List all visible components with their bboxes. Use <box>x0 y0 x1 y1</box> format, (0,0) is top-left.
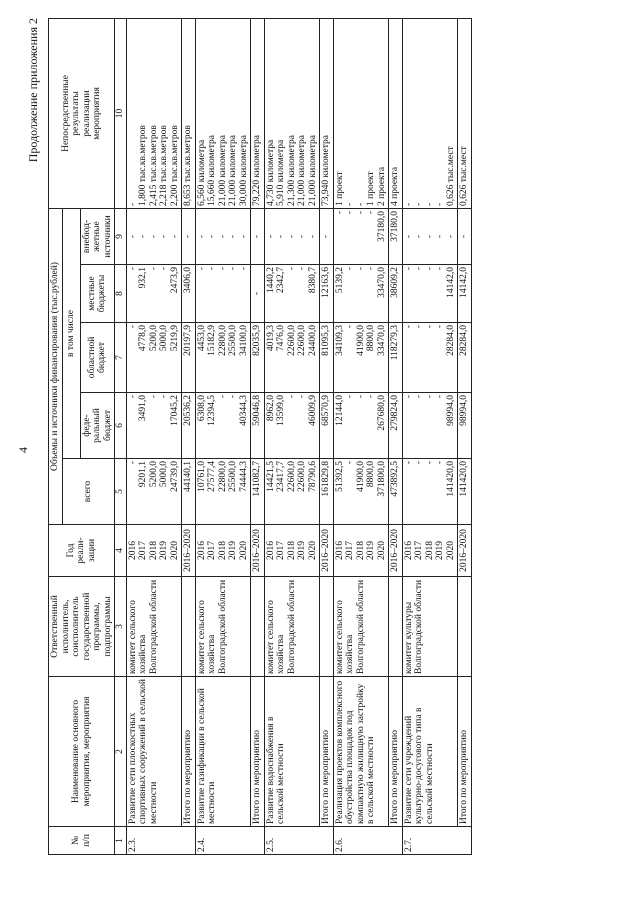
measure-name: Развитие газификации в сельской местности <box>195 677 251 827</box>
table-row <box>195 18 251 854</box>
appendix-label: Продолжение приложения 2 <box>26 18 40 163</box>
total-row <box>458 18 472 854</box>
table-header <box>49 18 127 854</box>
total-local: 3406,0 <box>182 265 196 323</box>
results: 6,560 километра 15,660 километра 21,000 километра 21,000 километра 30,000 километра <box>195 18 251 208</box>
total-sum: 161829,8 <box>320 459 334 525</box>
column-number-row <box>115 18 127 854</box>
years: 2016 2017 2018 2019 2020 <box>264 525 320 577</box>
col-number: 4 <box>115 525 127 577</box>
regional-values: 34109,3 - 41900,0 8800,0 33470,0 <box>333 323 389 393</box>
years: 2016 2017 2018 2019 2020 <box>126 525 182 577</box>
federal-values: 6308,0 12394,5 - - 40344,3 <box>195 393 251 459</box>
table-row <box>264 18 320 854</box>
col-number: 2 <box>115 677 127 827</box>
extrabudget-values: - - - - - <box>126 208 182 264</box>
header-num: № п/п <box>49 827 115 855</box>
total-period: 2016–2020 <box>389 525 403 577</box>
total-regional: 20197,9 <box>182 323 196 393</box>
col-number: 6 <box>115 393 127 459</box>
years: 2016 2017 2018 2019 2020 <box>333 525 389 577</box>
total-label: Итого по мероприятию <box>320 677 334 827</box>
row-number: 2.7. <box>402 827 471 855</box>
col-number: 7 <box>115 323 127 393</box>
total-local: 38609,2 <box>389 265 403 323</box>
total-local: 12163,6 <box>320 265 334 323</box>
results: - 1,800 тыс.кв.метров 2,415 тыс.кв.метров 2,218 тыс.кв.метров 2,200 тыс.кв.метров <box>126 18 182 208</box>
total-period: 2016–2020 <box>320 525 334 577</box>
col-number: 9 <box>115 208 127 264</box>
page-number: 4 <box>16 447 30 453</box>
header-year: Год реали- зации <box>49 525 115 577</box>
total-sum: 473892,5 <box>389 459 403 525</box>
total-regional: 81095,3 <box>320 323 334 393</box>
total-result: 8,653 тыс.кв.метров <box>182 18 196 208</box>
total-period: 2016–2020 <box>182 525 196 577</box>
total-federal: 59046,8 <box>251 393 265 459</box>
row-number: 2.5. <box>264 827 333 855</box>
total-label: Итого по мероприятию <box>251 677 265 827</box>
total-values: - - - - 141420,0 <box>402 459 458 525</box>
total-result: 73,940 километра <box>320 18 334 208</box>
results: - - - - 0,626 тыс.мест <box>402 18 458 208</box>
executor: комитет сельского хозяйства Волгоградской области <box>126 577 182 677</box>
measure-name: Реализация проектов комплексного обустройства площадок под компактную жилищную застройку в сельской местности <box>333 677 389 827</box>
total-period: 2016–2020 <box>458 525 472 577</box>
measure-name: Развитие сети плоскостных спортивных сооружений в сельской местности <box>126 677 182 827</box>
header-name: Наименование основного мероприятия, мероприятия <box>49 677 115 827</box>
total-extrabudget: - <box>320 208 334 264</box>
executor: комитет сельского хозяйства Волгоградской области <box>195 577 251 677</box>
total-federal: 20536,2 <box>182 393 196 459</box>
total-values: 14421,5 23417,7 22600,0 22600,0 78790,6 <box>264 459 320 525</box>
federal-values: - 3491,0 - - 17045,2 <box>126 393 182 459</box>
total-result: 79,220 километра <box>251 18 265 208</box>
col-number: 1 <box>115 827 127 855</box>
col-number: 8 <box>115 265 127 323</box>
federal-values: - - - - 98994,0 <box>402 393 458 459</box>
total-result: 0,626 тыс.мест <box>458 18 472 208</box>
measure-name: Развитие водоснабжения в сельской местности <box>264 677 320 827</box>
total-result: 4 проекта <box>389 18 403 208</box>
total-executor <box>458 577 472 677</box>
results: 1 проект - - 1 проект 2 проекта <box>333 18 389 208</box>
extrabudget-values: - - - - - <box>195 208 251 264</box>
total-executor <box>182 577 196 677</box>
total-extrabudget: - <box>458 208 472 264</box>
total-row <box>320 18 334 854</box>
col-number: 3 <box>115 577 127 677</box>
table-row <box>126 18 182 854</box>
regional-values: 4019,3 7476,0 22600,0 22600,0 24400,0 <box>264 323 320 393</box>
extrabudget-values: - - - - - <box>264 208 320 264</box>
years: 2016 2017 2018 2019 2020 <box>402 525 458 577</box>
total-federal: 68570,9 <box>320 393 334 459</box>
local-values: 5139,2 - - - 33470,0 <box>333 265 389 323</box>
years: 2016 2017 2018 2019 2020 <box>195 525 251 577</box>
table-body <box>126 18 471 854</box>
extrabudget-values: - - - - 37180,0 <box>333 208 389 264</box>
row-number: 2.3. <box>126 827 195 855</box>
total-row <box>251 18 265 854</box>
local-values: - - - - 14142,0 <box>402 265 458 323</box>
local-values: - - - - - <box>195 265 251 323</box>
table-row <box>402 18 458 854</box>
total-federal: 98994,0 <box>458 393 472 459</box>
regional-values: 4453,0 15182,9 22800,0 25500,0 34100,0 <box>195 323 251 393</box>
total-local: - <box>251 265 265 323</box>
header-executor: Ответственный исполнитель, соисполнитель государственной программы, подпрограммы <box>49 577 115 677</box>
total-row <box>182 18 196 854</box>
total-row <box>389 18 403 854</box>
header-in-that: в том числе <box>62 208 80 458</box>
total-extrabudget: - <box>182 208 196 264</box>
total-executor <box>251 577 265 677</box>
local-values: - 932,1 - - 2473,9 <box>126 265 182 323</box>
total-executor <box>389 577 403 677</box>
total-extrabudget: - <box>251 208 265 264</box>
header-regional: областной бюджет <box>80 323 115 393</box>
total-label: Итого по мероприятию <box>389 677 403 827</box>
total-label: Итого по мероприятию <box>458 677 472 827</box>
row-number: 2.6. <box>333 827 402 855</box>
total-regional: 82035,9 <box>251 323 265 393</box>
federal-values: 8962,0 13599,0 - - 46009,9 <box>264 393 320 459</box>
total-sum: 141082,7 <box>251 459 265 525</box>
results: 4,730 километра 5,910 километра 21,300 километра 21,000 километра 21,000 километра <box>264 18 320 208</box>
extrabudget-values: - - - - - <box>402 208 458 264</box>
total-label: Итого по мероприятию <box>182 677 196 827</box>
header-results: Непосредственные результаты реализации мероприятия <box>49 18 115 208</box>
executor: комитет сельского хозяйства Волгоградской области <box>333 577 389 677</box>
total-federal: 279824,0 <box>389 393 403 459</box>
total-values: - 9201,1 5200,0 5000,0 24739,0 <box>126 459 182 525</box>
col-number: 10 <box>115 18 127 208</box>
regional-values: - - - - 28284,0 <box>402 323 458 393</box>
funding-table <box>48 18 472 855</box>
measure-name: Развитие сети учреждений культурно-досугового типа в сельской местности <box>402 677 458 827</box>
header-funding: Объемы и источники финансирования (тыс.рублей) <box>49 208 63 524</box>
total-local: 14142,0 <box>458 265 472 323</box>
total-period: 2016–2020 <box>251 525 265 577</box>
header-extrabudget: внебюд- жетные источники <box>80 208 115 264</box>
total-sum: 141420,0 <box>458 459 472 525</box>
total-extrabudget: 37180,0 <box>389 208 403 264</box>
total-regional: 28284,0 <box>458 323 472 393</box>
col-number: 5 <box>115 459 127 525</box>
regional-values: - 4778,0 5200,0 5000,0 5219,9 <box>126 323 182 393</box>
header-federal: феде- ральный бюджет <box>80 393 115 459</box>
total-sum: 44140,1 <box>182 459 196 525</box>
executor: комитет культуры Волгоградской области <box>402 577 458 677</box>
header-local: местные бюджеты <box>80 265 115 323</box>
local-values: 1440,2 2342,7 - - 8380,7 <box>264 265 320 323</box>
row-number: 2.4. <box>195 827 264 855</box>
federal-values: 12144,0 - - - 267680,0 <box>333 393 389 459</box>
total-values: 10761,0 27577,4 22800,0 25500,0 74444,3 <box>195 459 251 525</box>
executor: комитет сельского хозяйства Волгоградской области <box>264 577 320 677</box>
total-executor <box>320 577 334 677</box>
table-row <box>333 18 389 854</box>
total-values: 51392,5 - 41900,0 8800,0 371800,0 <box>333 459 389 525</box>
total-regional: 118279,3 <box>389 323 403 393</box>
header-total: всего <box>62 459 115 525</box>
